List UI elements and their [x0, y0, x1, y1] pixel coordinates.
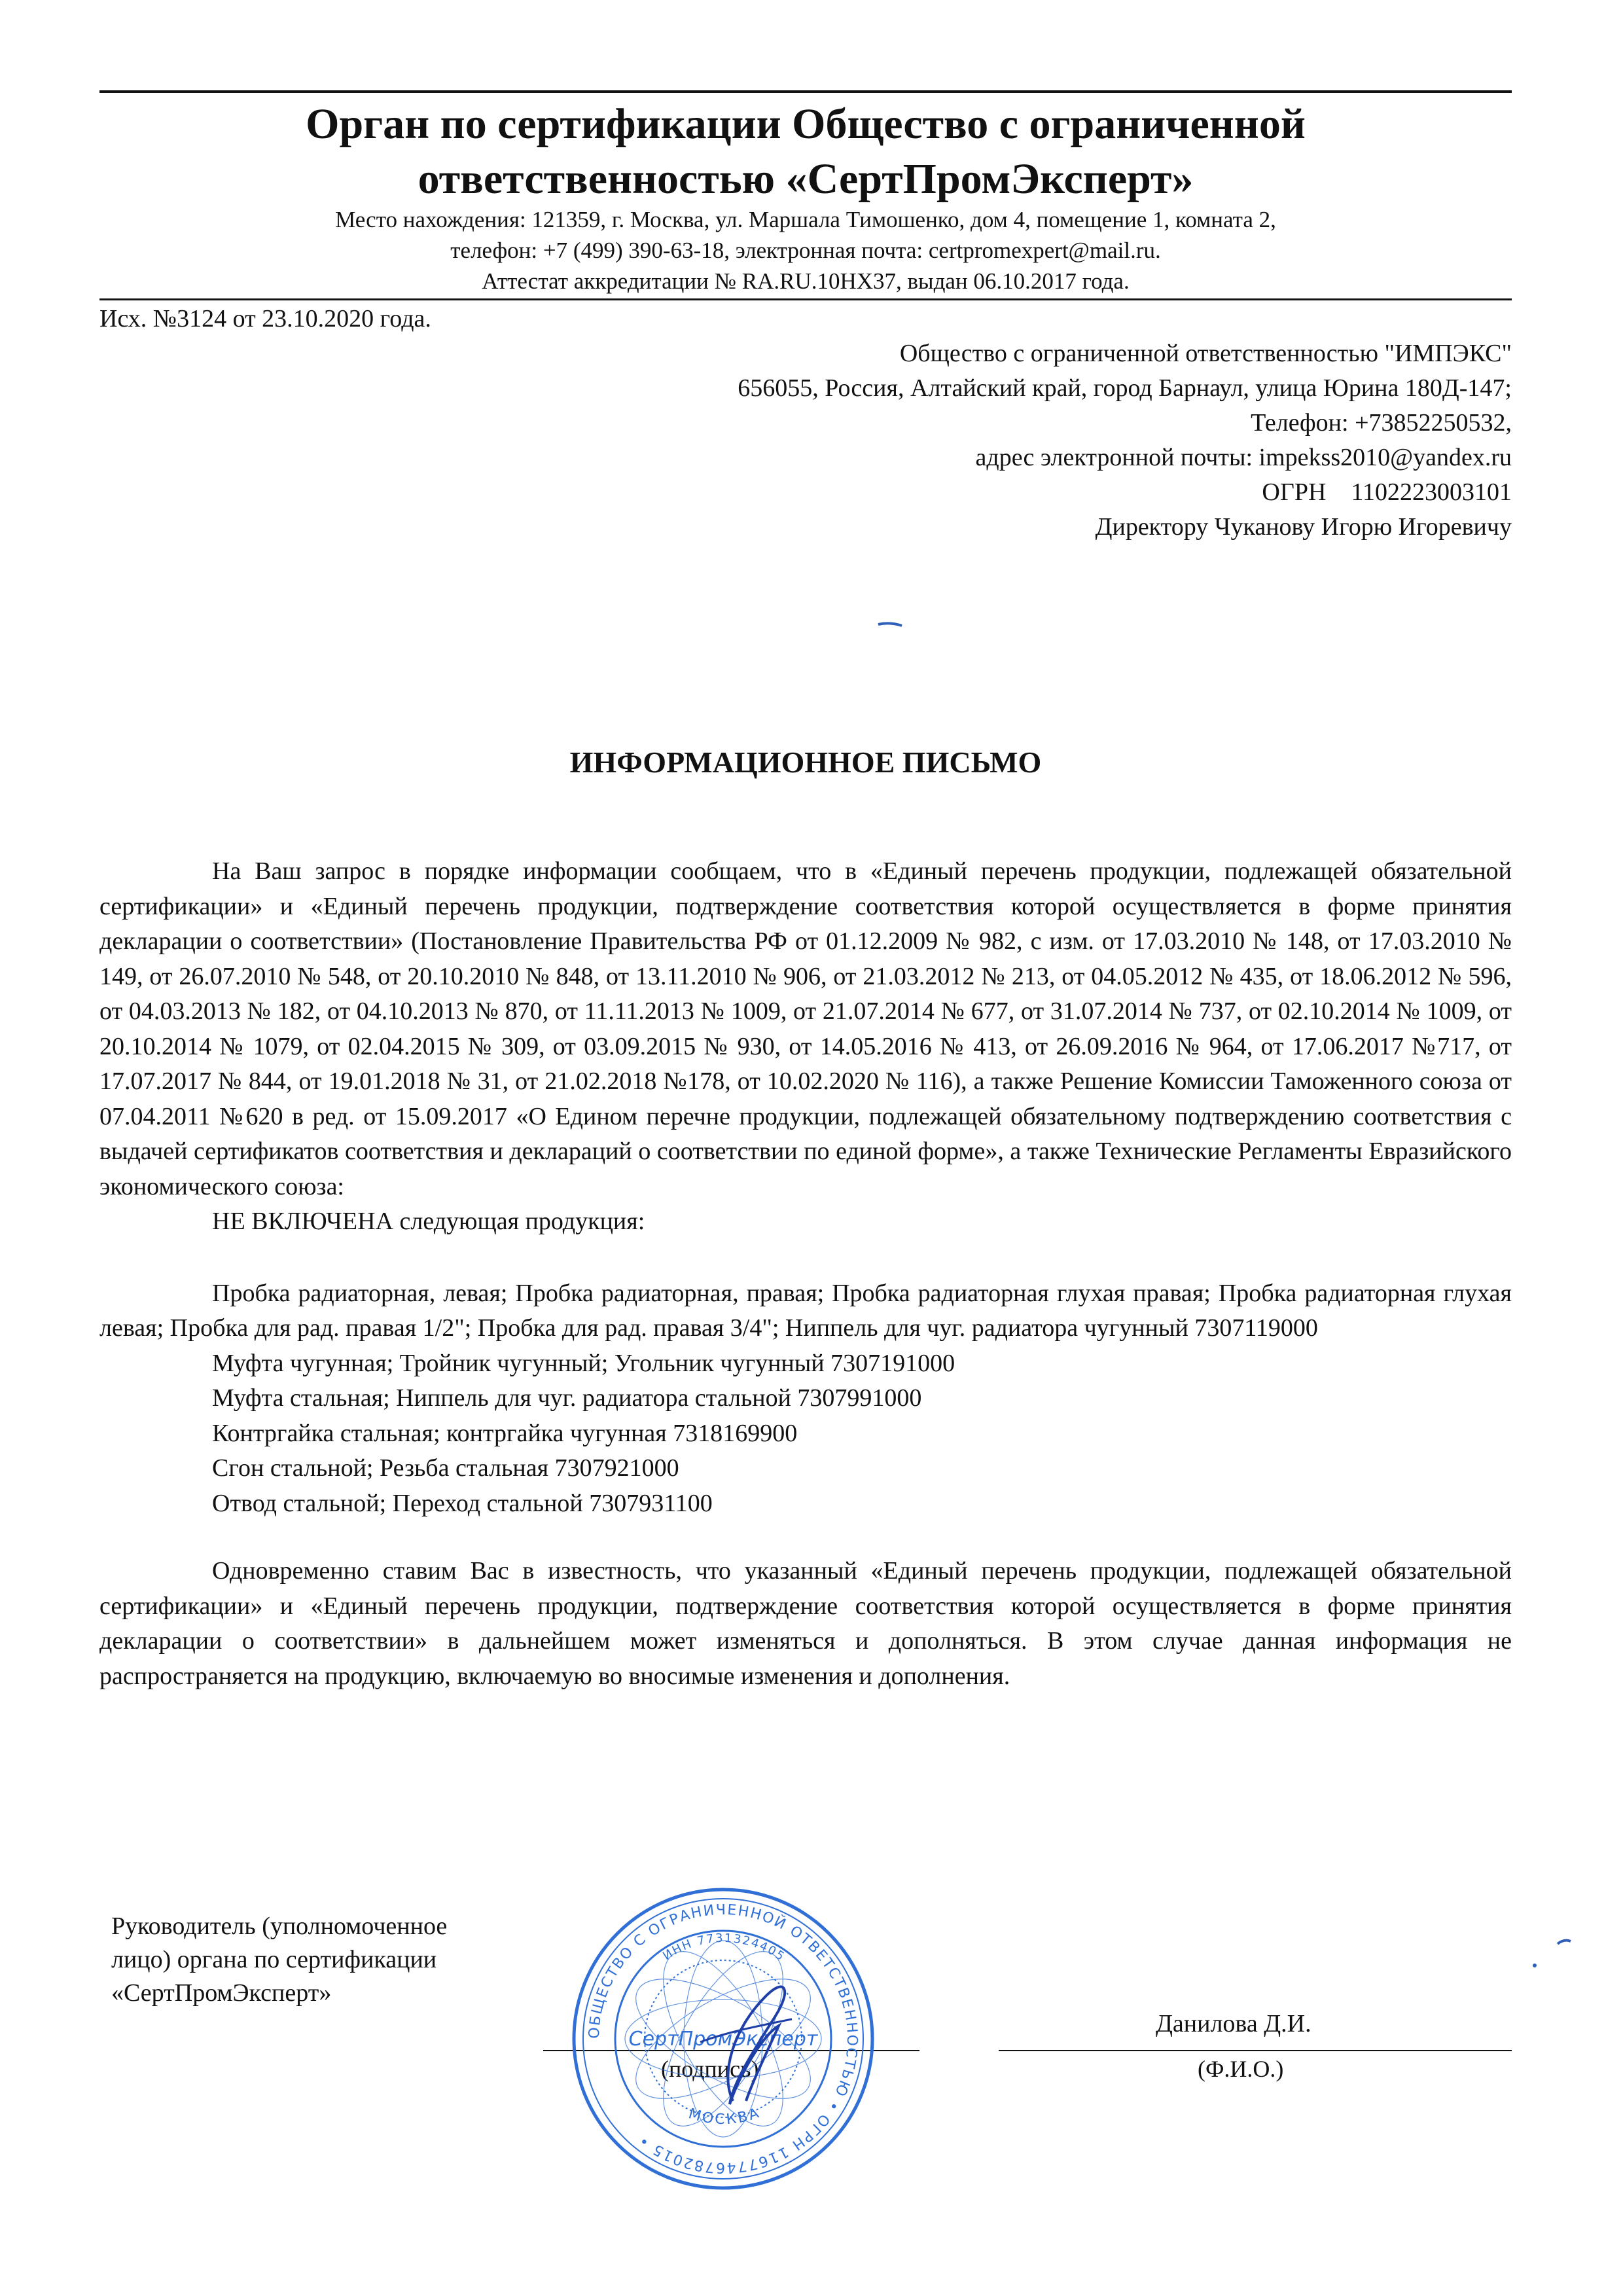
organization-title-line2: ответственностью «СертПромЭксперт»: [418, 155, 1194, 203]
seal-center-text: СертПромЭксперт: [628, 2028, 818, 2051]
products-paragraph: Пробка радиаторная, левая; Пробка радиаторная, правая; Пробка радиаторная глухая правая; Пробка радиаторная глухая левая; Пробка для рад. правая 1/2"; Пробка для рад. правая 3/4"; Ниппель для чуг. радиатора чугунный 7307119000: [99, 1279, 1512, 1342]
organization-address: Место нахождения: 121359, г. Москва, ул. Маршала Тимошенко, дом 4, помещение 1, комната 2,: [335, 207, 1276, 232]
header-top-rule: [99, 90, 1512, 93]
addressee-ogrn: ОГРН 1102223003101: [1262, 478, 1512, 506]
letter-body: [99, 854, 1512, 1694]
organization-accreditation: Аттестат аккредитации № RA.RU.10НХ37, выдан 06.10.2017 года.: [482, 268, 1130, 294]
signatory-role: [111, 1910, 543, 2010]
product-line: Контргайка стальная; контргайка чугунная 7318169900: [212, 1419, 798, 1447]
addressee-company: Общество с ограниченной ответственностью "ИМПЭКС": [899, 340, 1512, 367]
organization-title: [99, 97, 1512, 207]
signatory-role-line1: Руководитель (уполномоченное: [111, 1912, 448, 1940]
addressee-address: 656055, Россия, Алтайский край, город Барнаул, улица Юрина 180Д-147;: [738, 374, 1512, 402]
pen-mark: [877, 620, 903, 628]
body-paragraph-2: Одновременно ставим Вас в известность, что указанный «Единый перечень продукции, подлежащей обязательной сертификации» и «Единый перечень продукции, подтверждение соответствия которой осуществляется в форме принятия декларации о соответствии» в дальнейшем может изменяться и дополняться. В этом случае данная информация не распространяется на продукцию, включаемую во вносимые изменения и дополнения.: [99, 1557, 1512, 1690]
pen-mark: [1530, 1962, 1539, 1969]
body-paragraph-1: На Ваш запрос в порядке информации сообщаем, что в «Единый перечень продукции, подлежащей обязательной сертификации» и «Единый перечень продукции, подтверждение соответствия которой осуществляется в форме принятия декларации о соответствии» (Постановление Правительства РФ от 01.12.2009 № 982, с изм. от 17.03.2010 № 148, от 17.03.2010 № 149, от 26.07.2010 № 548, от 20.10.2010 № 848, от 13.11.2010 № 906, от 21.03.2012 № 213, от 04.05.2012 № 435, от 18.06.2012 № 596, от 04.03.2013 № 182, от 04.10.2013 № 870, от 11.11.2013 № 1009, от 21.07.2014 № 677, от 31.07.2014 № 737, от 02.10.2014 № 1009, от 20.10.2014 № 1079, от 02.04.2015 № 309, от 03.09.2015 № 930, от 14.05.2016 № 413, от 26.09.2016 № 964, от 17.06.2017 №717, от 17.07.2017 № 844, от 19.01.2018 № 31, от 21.02.2018 №178, от 10.02.2020 № 116), а также Решение Комиссии Таможенного союза от 07.04.2011 №620 в ред. от 15.09.2017 «О Едином перечне продукции, подлежащей обязательному подтверждению соответствия с выдачей сертификатов соответствия и деклараций о соответствии по единой форме», а также Технические Регламенты Евразийского экономического союза:: [99, 857, 1512, 1200]
signature-caption: (подпись): [661, 2056, 759, 2082]
spacer: [99, 1521, 1512, 1554]
spacer: [99, 1240, 1512, 1276]
product-line: Отвод стальной; Переход стальной 7307931100: [212, 1489, 713, 1517]
addressee-block: [399, 336, 1512, 545]
product-line: Муфта чугунная; Тройник чугунный; Угольник чугунный 7307191000: [212, 1349, 955, 1377]
pen-mark: [1556, 1937, 1572, 1946]
addressee-phone: Телефон: +73852250532,: [1251, 409, 1512, 437]
not-included-statement: НЕ ВКЛЮЧЕНА следующая продукция:: [212, 1208, 645, 1235]
addressee-email: адрес электронной почты: impekss2010@yandex.ru: [975, 444, 1512, 471]
signatory-role-line2: лицо) органа по сертификации: [111, 1946, 437, 1973]
seal-city-textpath: МОСКВА: [687, 2104, 763, 2128]
organization-contacts: телефон: +7 (499) 390-63-18, электронная почта: certpromexpert@mail.ru.: [450, 238, 1161, 263]
organization-details: [99, 204, 1512, 296]
name-caption: (Ф.И.О.): [1198, 2056, 1284, 2082]
seal-inn-textpath: ИНН 7731324405: [660, 1931, 788, 1964]
organization-title-line1: Орган по сертификации Общество с ограниченной: [306, 100, 1306, 148]
product-line: Муфта стальная; Ниппель для чуг. радиатора стальной 7307991000: [212, 1384, 922, 1412]
organization-seal: [569, 1885, 877, 2193]
signatory-name: Данилова Д.И.: [1156, 2010, 1311, 2037]
header-bottom-rule: [99, 298, 1512, 300]
name-line: [999, 2050, 1512, 2051]
document-title: ИНФОРМАЦИОННОЕ ПИСЬМО: [569, 745, 1042, 779]
addressee-director: Директору Чуканову Игорю Игоревичу: [1095, 513, 1512, 541]
product-line: Сгон стальной; Резьба стальная 7307921000: [212, 1454, 679, 1482]
outgoing-reference: Исх. №3124 от 23.10.2020 года.: [99, 305, 431, 332]
seal-ring-textpath: ОБЩЕСТВО С ОГРАНИЧЕННОЙ ОТВЕТСТВЕННОСТЬЮ • ОГРН 1167746782015 •: [586, 1901, 861, 2176]
signatory-role-line3: «СертПромЭксперт»: [111, 1979, 332, 2007]
seal-city-text: [687, 2105, 763, 2128]
seal-inn-text: [660, 1931, 787, 1964]
